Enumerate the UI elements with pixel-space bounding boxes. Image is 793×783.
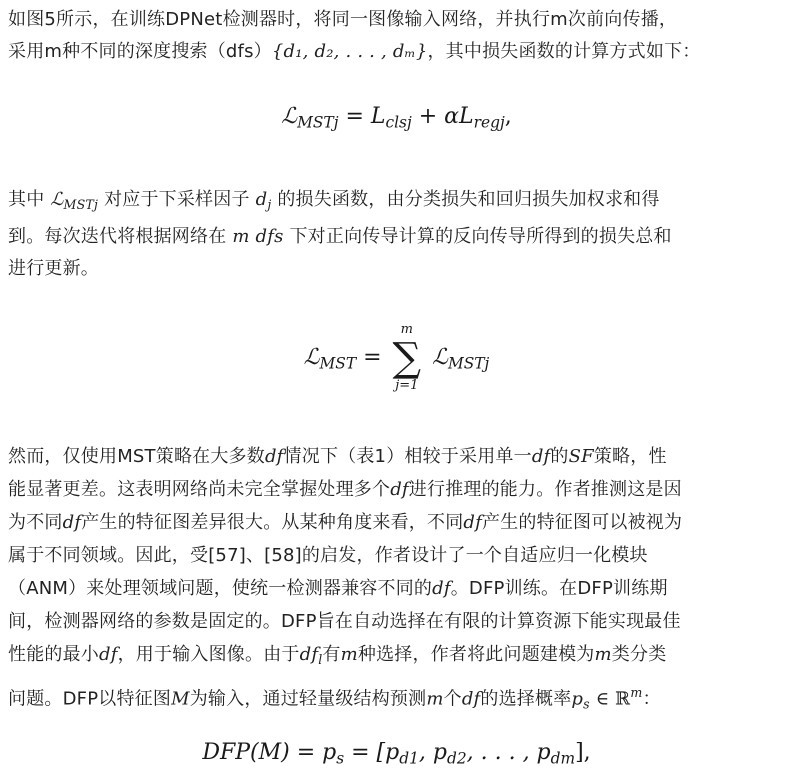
text-span: ，其中损失函数的计算方式如下： <box>427 41 701 62</box>
math-subscript: s <box>336 749 345 768</box>
math-symbol: ℒ <box>281 104 298 129</box>
math-inline: df <box>463 512 482 533</box>
text-span: 其中 <box>8 189 45 210</box>
text-span: 到。每次迭代将根据网络在 <box>8 225 227 247</box>
math-symbol: + αL <box>411 104 474 129</box>
text-line <box>8 36 788 68</box>
text-span: 进行推理的能力。作者推测这是因 <box>408 479 682 500</box>
math-subscript: s <box>583 696 590 712</box>
math-inline: df <box>99 644 118 665</box>
text-line: 间，检测器网络的参数是固定的。DFP旨在自动选择在有限的计算资源下能实现最佳 <box>8 611 681 632</box>
math-inline: df <box>299 644 319 665</box>
math-subscript: clsj <box>385 113 412 132</box>
text-span: ： <box>642 688 661 710</box>
text-span: 为输入，通过轻量级结构预测 <box>189 688 427 710</box>
sum-sign: ∑ <box>392 335 422 381</box>
equation-loss-mst-j <box>0 104 793 132</box>
paragraph-anm-dfp <box>8 440 788 720</box>
text-span: 的损失函数，由分类损失和回归损失加权求和得 <box>277 189 660 210</box>
text-span: （ANM）来处理领域问题，使统一检测器兼容不同的 <box>8 578 433 599</box>
text-span: 能显著更差。这表明网络尚未完全掌握处理多个 <box>8 479 391 500</box>
text-line <box>8 572 788 605</box>
math-subscript: j <box>267 196 272 212</box>
math-inline: m <box>426 688 444 710</box>
math-inline: m dfs <box>232 225 284 247</box>
text-line: 如图5所示，在训练DPNet检测器时，将同一图像输入网络，并执行m次前向传播， <box>8 9 678 30</box>
math-inline: m <box>340 644 358 665</box>
math-inline: m <box>594 644 612 665</box>
math-subscript: MSTj <box>447 354 490 373</box>
math-inline: SF <box>568 446 594 467</box>
text-span: 有 <box>322 644 341 665</box>
math-subscript: MSTj <box>63 196 99 212</box>
math-symbol: ℒ <box>432 345 448 370</box>
math-symbol: ℒ <box>50 189 64 210</box>
paragraph-loss-desc <box>8 184 788 285</box>
text-line <box>8 473 788 506</box>
math-punct: ], <box>575 740 591 765</box>
equation-dfp <box>0 740 793 768</box>
text-line: 属于不同领域。因此，受[57]、[58]的启发，作者设计了一个自适应归一化模块 <box>8 545 648 566</box>
math-subscript: regj <box>473 113 505 132</box>
equation-loss-mst-sum <box>0 322 793 394</box>
math-punct: , <box>504 104 512 129</box>
text-span: ，用于输入图像。由于 <box>117 644 300 665</box>
sum-upper-limit: m <box>400 322 413 337</box>
text-line <box>8 506 788 539</box>
text-line <box>8 676 788 720</box>
math-inline: = [p <box>344 740 400 765</box>
math-inline: df <box>531 446 551 467</box>
text-span: 采用m种不同的深度搜索（dfs） <box>8 41 272 62</box>
text-span: 问题。DFP以特征图 <box>8 688 172 710</box>
math-subscript: MSTj <box>297 113 339 132</box>
math-symbol: d <box>255 189 268 210</box>
text-span: 产生的特征图可以被视为 <box>482 512 683 533</box>
math-subscript: l <box>318 651 323 667</box>
text-line <box>8 184 788 221</box>
math-subscript: MST <box>319 354 357 373</box>
math-inline: ∈ ℝ <box>589 688 631 710</box>
math-subscript: d2 <box>446 749 467 768</box>
sum-lower-limit: j=1 <box>395 378 419 393</box>
math-inline: , . . . , p <box>466 740 551 765</box>
math-inline: df <box>461 688 481 710</box>
text-line <box>8 638 788 676</box>
text-span: 类分类 <box>611 644 667 665</box>
text-span: 产生的特征图差异很大。从某种角度来看，不同 <box>81 512 464 533</box>
text-span: 策略，性 <box>593 446 667 467</box>
math-symbol: = L <box>345 104 386 129</box>
text-span: 。DFP训练。在DFP训练期 <box>450 578 668 599</box>
text-span: 为不同 <box>8 512 63 533</box>
paragraph-intro <box>8 4 788 68</box>
math-inline: df <box>432 578 451 599</box>
math-subscript: d1 <box>399 749 419 768</box>
text-line <box>8 440 788 473</box>
text-span: 的选择概率 <box>480 688 572 710</box>
math-inline: , p <box>418 740 447 765</box>
text-span: 种选择，作者将此问题建模为 <box>357 644 595 665</box>
text-span: 性能的最小 <box>8 644 99 665</box>
math-inline: p <box>571 688 584 710</box>
text-span: 的 <box>550 446 569 467</box>
math-inline: df <box>264 446 284 467</box>
math-equals: = <box>363 345 382 370</box>
math-superscript: m <box>630 684 643 700</box>
math-inline: df <box>390 479 409 500</box>
text-span: 情况下（表1）相较于采用单一 <box>283 446 532 467</box>
math-set: {d₁, d₂, . . . , dₘ} <box>271 41 428 62</box>
math-inline: DFP(M) = p <box>202 740 337 765</box>
summation <box>393 322 422 394</box>
text-line: 进行更新。 <box>8 257 99 279</box>
math-symbol: ℒ <box>303 345 320 370</box>
math-inline: df <box>62 512 82 533</box>
text-span: 然而，仅使用MST策略在大多数 <box>8 446 265 467</box>
text-span: 个 <box>443 688 462 710</box>
math-inline: M <box>171 688 190 710</box>
text-span: 下对正向传导计算的反向传导所得到的损失总和 <box>289 225 672 247</box>
text-span: 对应于下采样因子 <box>104 189 250 210</box>
text-line <box>8 221 788 253</box>
math-subscript: dm <box>550 749 576 768</box>
